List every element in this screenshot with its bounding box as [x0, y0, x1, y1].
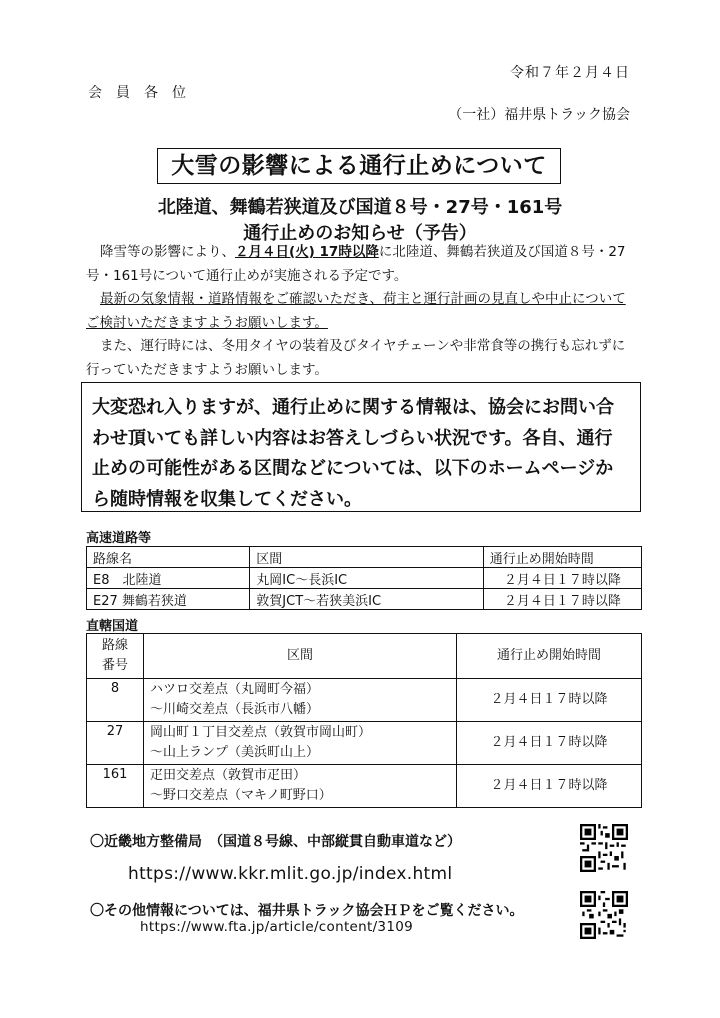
kinki-qr-code-icon[interactable] — [580, 824, 628, 872]
kinki-bureau-label: 〇近畿地方整備局 （国道８号線、中部縦貫自動車道など） — [90, 834, 461, 850]
winter-equipment-text: また、運行時には、冬用タイヤの装着及びタイヤチェーンや非常食等の携行も忘れずに行っていただきますようお願いします。 — [86, 338, 626, 378]
association-qr-code-icon[interactable] — [580, 891, 628, 939]
section-from: ハツロ交差点（丸岡町今福） — [150, 682, 320, 697]
column-header: 路線名 — [87, 547, 250, 568]
closure-time: ２月４日１７時以降 — [457, 722, 642, 765]
table-row — [87, 568, 642, 589]
table-row — [87, 589, 642, 610]
document-date: 令和７年２月４日 — [510, 65, 630, 81]
column-header-section: 区間 — [144, 634, 457, 679]
column-header: 通行止め開始時間 — [483, 547, 641, 568]
check-info-text: 最新の気象情報・道路情報をご確認いただき、荷主と運行計画の見直しや中止についてご検討いただきますようお願いします。 — [86, 291, 626, 331]
association-url-link[interactable]: https://www.fta.jp/article/content/3109 — [140, 919, 413, 935]
section — [144, 722, 457, 765]
closure-time: ２月４日１７時以降 — [457, 679, 642, 722]
section: 丸岡IC～長浜IC — [250, 568, 483, 589]
association-info-label: 〇その他情報については、福井県トラック協会ＨＰをご覧ください。 — [90, 903, 524, 919]
section-from: 疋田交差点（敦賀市疋田） — [150, 768, 307, 783]
header-route-line2: 番号 — [101, 658, 128, 673]
column-header-route-number — [87, 634, 144, 679]
subtitle-routes: 北陸道、舞鶴若狭道及び国道８号・27号・161号 — [157, 197, 563, 218]
paragraph-check-info — [86, 288, 638, 335]
paragraph-lead: 降雪等の影響により、 — [100, 244, 235, 260]
section — [144, 679, 457, 722]
route-number: 8 — [87, 679, 144, 722]
section: 敦賀JCT～若狭美浜IC — [250, 589, 483, 610]
addressee: 会員各位 — [88, 85, 200, 101]
paragraph-rest: に北陸道、舞鶴若狭道及び国道８号・27号・161号について通行止めが実施される予定です。 — [86, 244, 626, 284]
issuing-organization: （一社）福井県トラック協会 — [448, 107, 630, 123]
national-road-table — [86, 633, 642, 808]
section-from: 岡山町１丁目交差点（敦賀市岡山町） — [150, 725, 372, 740]
kinki-bureau-url-link[interactable]: https://www.kkr.mlit.go.jp/index.html — [128, 864, 453, 884]
route-number: 161 — [87, 765, 144, 808]
document-title: 大雪の影響による通行止めについて — [157, 148, 561, 184]
section-to: ～川崎交差点（長浜市八幡） — [150, 702, 320, 717]
subtitle-notice: 通行止めのお知らせ（予告） — [243, 223, 477, 244]
expressway-heading: 高速道路等 — [86, 531, 152, 546]
section-to: ～野口交差点（マキノ町野口） — [150, 788, 332, 803]
paragraph-closure-schedule — [86, 241, 638, 288]
table-header-row — [87, 634, 642, 679]
national-road-heading: 直轄国道 — [86, 619, 139, 634]
table-row — [87, 722, 642, 765]
table-row — [87, 765, 642, 808]
route-number: 27 — [87, 722, 144, 765]
closure-time: ２月４日１７時以降 — [483, 568, 641, 589]
notice-box: 大変恐れ入りますが、通行止めに関する情報は、協会にお問い合わせ頂いても詳しい内容はお答えしづらい状況です。各自、通行止めの可能性がある区間などについては、以下のホームページから随時情報を収集してください。 — [81, 382, 641, 512]
closure-time-highlight: ２月４日(火) 17時以降 — [235, 244, 379, 260]
route-name: E8 北陸道 — [87, 568, 250, 589]
column-header: 区間 — [250, 547, 483, 568]
route-name: E27 舞鶴若狭道 — [87, 589, 250, 610]
section — [144, 765, 457, 808]
closure-time: ２月４日１７時以降 — [483, 589, 641, 610]
closure-time: ２月４日１７時以降 — [457, 765, 642, 808]
section-to: ～山上ランプ（美浜町山上） — [150, 745, 320, 760]
column-header-time: 通行止め開始時間 — [457, 634, 642, 679]
header-route-line1: 路線 — [101, 638, 128, 653]
expressway-table — [86, 546, 642, 610]
table-row — [87, 679, 642, 722]
paragraph-winter-equipment — [86, 335, 638, 382]
table-header-row — [87, 547, 642, 568]
